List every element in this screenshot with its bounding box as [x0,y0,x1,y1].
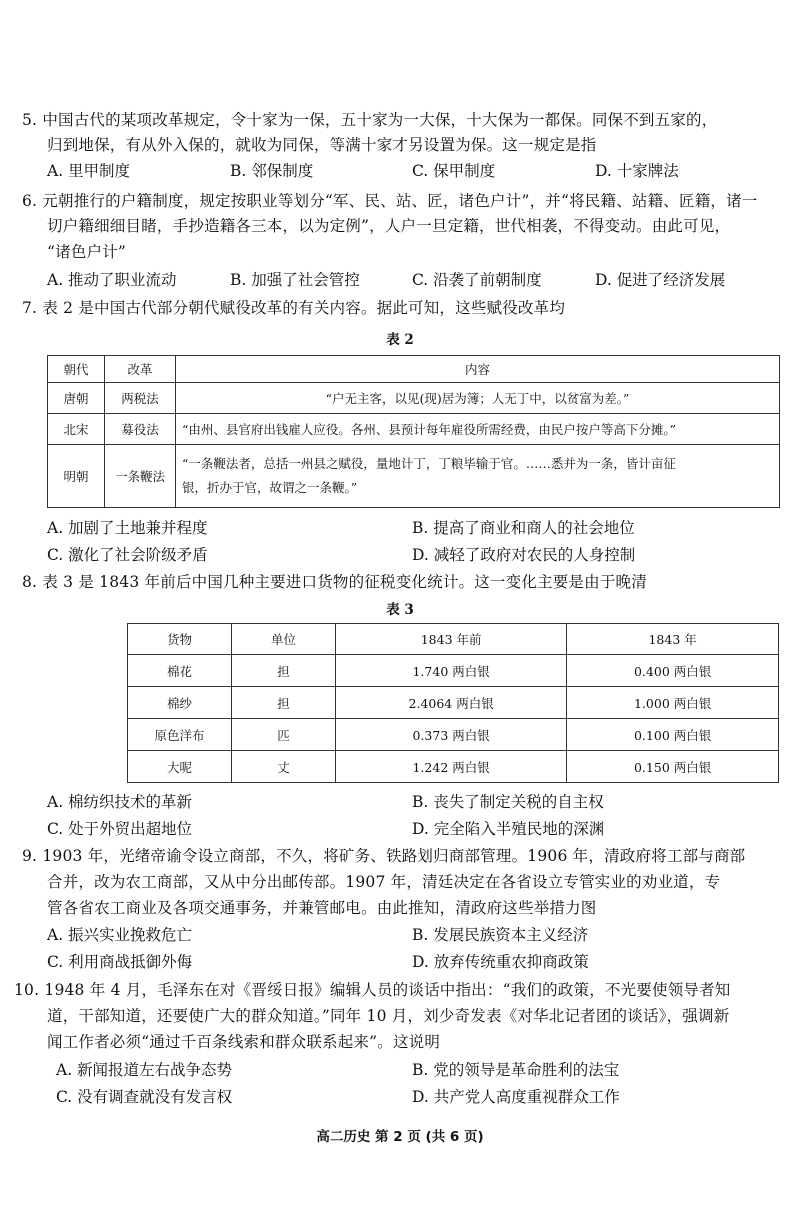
table-3-cell: 棉纱 [128,687,232,719]
table-2-cell-content-line-2: 银，折办于官，故谓之一条鞭。” [182,480,358,495]
q5-option-b: B. 邻保制度 [230,162,314,180]
q6-option-c: C. 沿袭了前朝制度 [412,271,542,289]
table-3-header-before: 1843 年前 [336,624,567,655]
q5-option-d: D. 十家牌法 [595,162,679,180]
table-row [128,655,779,687]
q7-line-1: 7. 表 2 是中国古代部分朝代赋役改革的有关内容。据此可知，这些赋役改革均 [22,299,566,317]
table-2-cell-dynasty: 唐朝 [48,383,105,414]
table-3-cell: 担 [232,655,336,687]
table-3 [127,623,779,783]
q10-line-1: 10. 1948 年 4 月，毛泽东在对《晋绥日报》编辑人员的谈话中指出：“我们的政策，不光要使领导者知 [14,981,731,999]
table-3-cell: 担 [232,687,336,719]
table-3-cell: 匹 [232,719,336,751]
table-2-cell-reform: 募役法 [105,414,176,445]
q7-option-c: C. 激化了社会阶级矛盾 [47,546,208,564]
table-row [128,719,779,751]
table-row [48,414,780,445]
q10-option-c: C. 没有调查就没有发言权 [56,1088,233,1106]
q5-line-1: 5. 中国古代的某项改革规定，令十家为一保，五十家为一大保，十大保为一都保。同保不到五家的， [22,111,718,129]
table-2-cell-dynasty: 明朝 [48,445,105,508]
table-3-cell: 1.242 两白银 [336,751,567,783]
q6-option-a: A. 推动了职业流动 [47,271,177,289]
table-3-cell: 原色洋布 [128,719,232,751]
table-2-header-row [48,356,780,383]
table-3-cell: 0.373 两白银 [336,719,567,751]
q5-option-a: A. 里甲制度 [47,162,131,180]
q9-line-3: 管各省农工商业及各项交通事务，并兼管邮电。由此推知，清政府这些举措力图 [47,899,597,917]
page-footer: 高二历史 第 2 页 (共 6 页) [316,1129,484,1145]
q7-option-d: D. 减轻了政府对农民的人身控制 [412,546,636,564]
table-3-cell: 1.000 两白银 [567,687,779,719]
table-row [48,445,780,508]
table-3-cell: 0.100 两白银 [567,719,779,751]
q10-option-b: B. 党的领导是革命胜利的法宝 [412,1061,620,1079]
table-3-header-after: 1843 年 [567,624,779,655]
table-2-cell-reform: 一条鞭法 [105,445,176,508]
q8-option-b: B. 丧失了制定关税的自主权 [412,793,604,811]
q7-option-b: B. 提高了商业和商人的社会地位 [412,519,635,537]
q6-option-d: D. 促进了经济发展 [595,271,726,289]
table-3-cell: 棉花 [128,655,232,687]
table-3-header-row [128,624,779,655]
table-3-cell: 1.740 两白银 [336,655,567,687]
q10-option-d: D. 共产党人高度重视群众工作 [412,1088,620,1106]
q7-option-a: A. 加剧了土地兼并程度 [47,519,208,537]
q5-line-2: 归到地保，有从外入保的，就收为同保，等满十家才另设置为保。这一规定是指 [47,136,597,154]
q8-option-d: D. 完全陷入半殖民地的深渊 [412,820,605,838]
table-2-header-content: 内容 [176,356,780,383]
q10-line-3: 闻工作者必须“通过千百条线索和群众联系起来”。这说明 [47,1033,441,1051]
table-row [48,383,780,414]
q5-option-c: C. 保甲制度 [412,162,496,180]
q8-option-c: C. 处于外贸出超地位 [47,820,193,838]
q9-option-c: C. 利用商战抵御外侮 [47,953,193,971]
table-2-cell-reform: 两税法 [105,383,176,414]
q9-option-b: B. 发展民族资本主义经济 [412,926,589,944]
table-2-cell-content: “户无主客，以见(现)居为簿；人无丁中，以贫富为差。” [176,383,780,414]
table-3-header-goods: 货物 [128,624,232,655]
q10-option-a: A. 新闻报道左右战争态势 [56,1061,233,1079]
table-3-cell: 0.150 两白银 [567,751,779,783]
q9-line-2: 合并，改为农工商部，又从中分出邮传部。1907 年，清廷决定在各省设立专管实业的劝业道，专 [47,873,721,891]
table-3-cell: 2.4064 两白银 [336,687,567,719]
q9-line-1: 9. 1903 年，光绪帝谕令设立商部，不久，将矿务、铁路划归商部管理。1906 年，清政府将工部与商部 [22,847,746,865]
table-2-cell-content: “由州、县官府出钱雇人应役。各州、县预计每年雇役所需经费，由民户按户等高下分摊。” [176,414,780,445]
q8-option-a: A. 棉纺织技术的革新 [47,793,193,811]
table-3-cell: 0.400 两白银 [567,655,779,687]
table-3-cell: 大呢 [128,751,232,783]
q6-option-b: B. 加强了社会管控 [230,271,360,289]
table-2-cell-content [176,445,780,508]
q6-line-3: “诸色户计” [47,243,127,261]
q6-line-1: 6. 元朝推行的户籍制度，规定按职业等划分“军、民、站、匠，诸色户计”，并“将民籍、站籍、匠籍，诸一 [22,192,758,210]
q9-option-d: D. 放弃传统重农抑商政策 [412,953,589,971]
table-3-header-unit: 单位 [232,624,336,655]
table-2 [47,355,780,508]
q9-option-a: A. 振兴实业挽救危亡 [47,926,193,944]
table-row [128,687,779,719]
q10-line-2: 道，干部知道，还要使广大的群众知道。”同年 10 月，刘少奇发表《对华北记者团的谈话》，强调新 [47,1007,730,1025]
table-row [128,751,779,783]
table-2-header-dynasty: 朝代 [48,356,105,383]
table-2-cell-content-line-1: “一条鞭法者，总括一州县之赋役，量地计丁，丁粮毕输于官。……悉并为一条，皆计亩征 [182,456,676,471]
table-2-header-reform: 改革 [105,356,176,383]
table-2-cell-dynasty: 北宋 [48,414,105,445]
table-3-caption: 表 3 [386,602,414,618]
table-2-caption: 表 2 [386,332,414,348]
table-3-cell: 丈 [232,751,336,783]
q8-line-1: 8. 表 3 是 1843 年前后中国几种主要进口货物的征税变化统计。这一变化主要是由于晚清 [22,573,647,591]
q6-line-2: 切户籍细细目睹，手抄造籍各三本，以为定例”，人户一旦定籍，世代相袭，不得变动。由此可见， [47,217,731,235]
